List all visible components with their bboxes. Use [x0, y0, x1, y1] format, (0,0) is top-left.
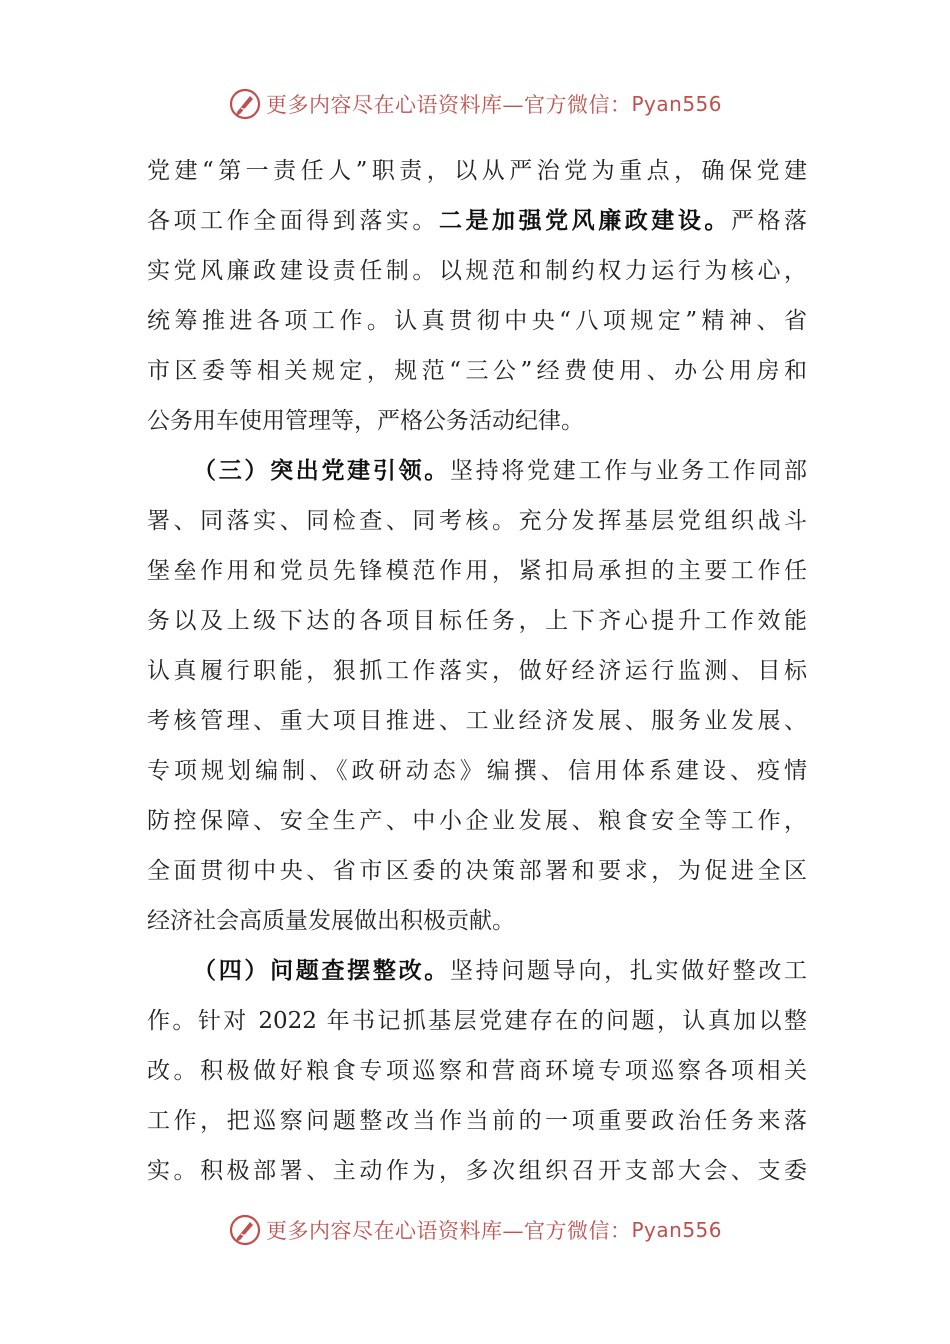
text-line: 统筹推进各项工作。认真贯彻中央“八项规定”精神、省 — [147, 308, 807, 334]
text-line: 实党风廉政建设责任制。以规范和制约权力运行为核心， — [147, 258, 807, 284]
text-line: 防控保障、安全生产、中小企业发展、粮食安全等工作， — [147, 808, 807, 834]
text-line: 工作，把巡察问题整改当作当前的一项重要政治任务来落 — [147, 1108, 807, 1134]
text-line: 考核管理、重大项目推进、工业经济发展、服务业发展、 — [147, 708, 807, 734]
text-line: 认真履行职能，狠抓工作落实，做好经济运行监测、目标 — [147, 658, 807, 684]
text-line: 经济社会高质量发展做出积极贡献。 — [147, 908, 515, 934]
footer-watermark — [0, 1210, 950, 1250]
document-body — [147, 146, 807, 1196]
pen-logo-icon — [228, 87, 262, 121]
watermark-handle: Pyan556 — [631, 92, 722, 116]
text-line: 堡垒作用和党员先锋模范作用，紧扣局承担的主要工作任 — [147, 558, 807, 584]
text-line: 务以及上级下达的各项目标任务，上下齐心提升工作效能 — [147, 608, 807, 634]
text-line: 各项工作全面得到落实。二是加强党风廉政建设。严格落 — [147, 207, 808, 234]
text-line: （三）突出党建引领。坚持将党建工作与业务工作同部 — [193, 457, 808, 484]
text-line: 署、同落实、同检查、同考核。充分发挥基层党组织战斗 — [147, 508, 807, 534]
text-line: 公务用车使用管理等，严格公务活动纪律。 — [147, 408, 584, 434]
text-line: 专项规划编制、《政研动态》编撰、信用体系建设、疫情 — [147, 758, 807, 784]
watermark-handle: Pyan556 — [631, 1218, 722, 1242]
section-heading: （三）突出党建引领。 — [193, 457, 450, 484]
text-line: 党建“第一责任人”职责，以从严治党为重点，确保党建 — [147, 158, 807, 184]
watermark-text: 更多内容尽在心语资料库—官方微信： — [265, 93, 632, 117]
pen-logo-icon — [228, 1213, 262, 1247]
text-line: 全面贯彻中央、省市区委的决策部署和要求，为促进全区 — [147, 858, 807, 884]
bold-subheading: 二是加强党风廉政建设。 — [438, 207, 731, 234]
watermark-text: 更多内容尽在心语资料库—官方微信： — [265, 1219, 632, 1243]
section-heading: （四）问题查摆整改。 — [193, 957, 450, 984]
text-line: （四）问题查摆整改。坚持问题导向，扎实做好整改工 — [193, 957, 808, 984]
text-line: 实。积极部署、主动作为，多次组织召开支部大会、支委 — [147, 1158, 807, 1184]
text-line: 改。积极做好粮食专项巡察和营商环境专项巡察各项相关 — [147, 1058, 807, 1084]
text-line: 市区委等相关规定，规范“三公”经费使用、办公用房和 — [147, 358, 807, 384]
header-watermark — [0, 84, 950, 124]
text-line: 作。针对 2022 年书记抓基层党建存在的问题，认真加以整 — [147, 1008, 807, 1034]
